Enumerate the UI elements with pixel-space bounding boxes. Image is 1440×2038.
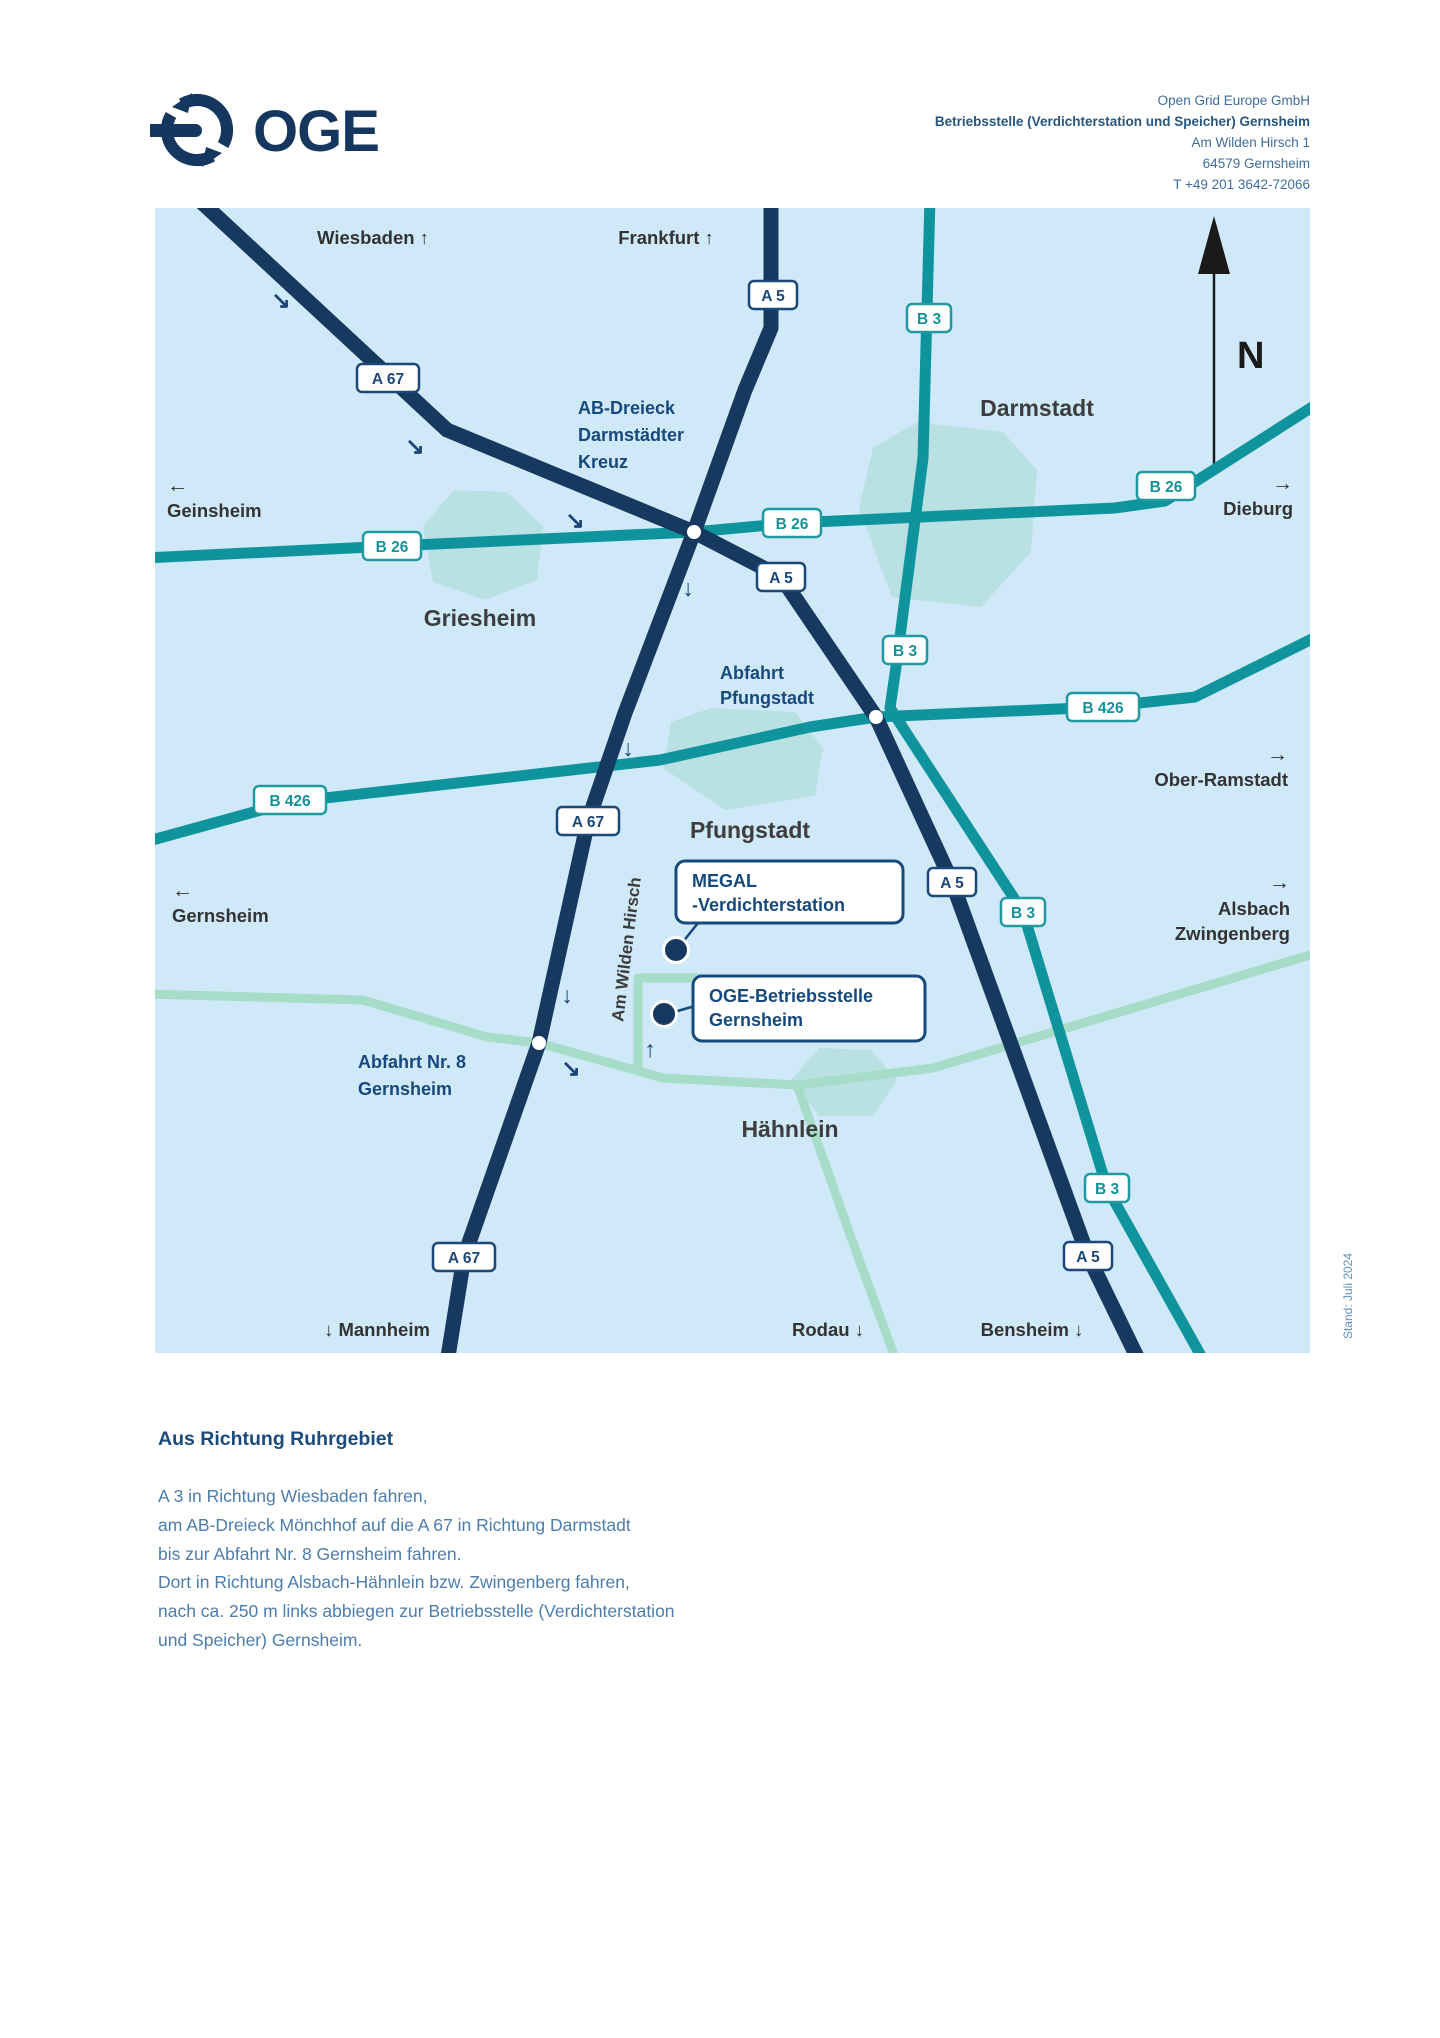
logo-arrowhead-icon [202, 147, 222, 167]
b426-badge [254, 786, 326, 814]
logo-wordmark: OGE [253, 99, 379, 164]
junction-dot [687, 525, 701, 539]
oge-logo-icon [150, 83, 390, 178]
a5-badge [928, 868, 976, 896]
directions-title: Aus Richtung Ruhrgebiet [158, 1428, 394, 1450]
svg-text:A 67: A 67 [371, 371, 405, 388]
direction-mannheim: ↓ Mannheim [324, 1319, 430, 1340]
street-address: Am Wilden Hirsch 1 [1191, 135, 1310, 150]
svg-text:B 3: B 3 [916, 311, 942, 328]
route-arrow-icon: ↓ [682, 575, 694, 601]
svg-text:A 5: A 5 [1076, 1249, 1100, 1266]
b26-badge [763, 509, 821, 537]
svg-text:B 26: B 26 [1149, 479, 1183, 496]
oge-site-marker [652, 1002, 677, 1027]
directions-line: am AB-Dreieck Mönchhof auf die A 67 in Richtung Darmstadt [158, 1514, 631, 1535]
megal-label: -Verdichterstation [692, 895, 846, 915]
svg-text:B 26: B 26 [775, 516, 809, 533]
abfahrt-pfungstadt-label: Pfungstadt [720, 688, 814, 708]
directions-line: Dort in Richtung Alsbach-Hähnlein bzw. Zwingenberg fahren, [158, 1572, 630, 1593]
city-address: 64579 Gernsheim [1202, 156, 1310, 171]
abfahrt-nr8-label: Abfahrt Nr. 8 [358, 1052, 467, 1072]
arrow-left-icon: ← [172, 879, 193, 902]
company-name: Open Grid Europe GmbH [1157, 93, 1310, 108]
directions-line: und Speicher) Gernsheim. [158, 1629, 363, 1650]
a67-badge [433, 1243, 495, 1271]
directions-text [158, 1482, 798, 1655]
b3-badge [907, 304, 951, 332]
direction-bensheim: Bensheim ↓ [980, 1319, 1084, 1340]
street-label-am-wilden-hirsch: Am Wilden Hirsch [608, 876, 645, 1023]
b26-badge [1137, 472, 1195, 500]
site-name: Betriebsstelle (Verdichterstation und Speicher) Gernsheim [934, 114, 1310, 129]
svg-text:B 3: B 3 [1094, 1181, 1120, 1198]
svg-text:B 3: B 3 [1010, 905, 1036, 922]
a67-badge [357, 364, 419, 392]
a5-badge [1064, 1242, 1112, 1270]
route-arrow-icon: ↘ [271, 287, 291, 313]
directions-line: A 3 in Richtung Wiesbaden fahren, [158, 1486, 428, 1506]
direction-gernsheim: Gernsheim [172, 905, 269, 926]
city-label-darmstadt: Darmstadt [980, 395, 1094, 421]
svg-text:A 5: A 5 [940, 875, 964, 892]
arrow-right-icon: → [1269, 871, 1290, 894]
city-label-haehnlein: Hähnlein [741, 1116, 839, 1142]
b426-badge [1067, 693, 1139, 721]
direction-alsbach: Alsbach [1218, 898, 1290, 919]
a5-badge [757, 563, 805, 591]
directions-map [155, 208, 1310, 1353]
svg-text:B 426: B 426 [269, 793, 311, 810]
address-block [935, 90, 1310, 195]
route-arrow-icon: ↓ [561, 982, 573, 1008]
directions-line: nach ca. 250 m links abbiegen zur Betriebsstelle (Verdichterstation [158, 1601, 675, 1622]
svg-text:A 5: A 5 [761, 288, 785, 305]
ab-dreieck-label: Kreuz [578, 452, 629, 472]
megal-site-marker [664, 938, 689, 963]
logo-bar-icon [150, 124, 202, 137]
compass-north-label: N [1237, 335, 1265, 377]
direction-dieburg: Dieburg [1223, 498, 1293, 519]
abfahrt-pfungstadt-label: Abfahrt [720, 663, 784, 683]
oge-site-label: Gernsheim [709, 1010, 804, 1030]
junction-dot [532, 1036, 546, 1050]
svg-text:A 5: A 5 [769, 570, 793, 587]
arrow-right-icon: → [1267, 743, 1288, 766]
route-arrow-icon: ↘ [405, 433, 425, 459]
a5-badge [749, 281, 797, 309]
oge-site-label: OGE-Betriebsstelle [709, 986, 874, 1006]
svg-text:B 26: B 26 [375, 539, 409, 556]
b3-badge [883, 636, 927, 664]
route-arrow-icon: ↓ [622, 735, 634, 761]
route-arrow-icon: ↘ [561, 1055, 581, 1081]
megal-label: MEGAL [692, 871, 757, 891]
junction-dot [869, 710, 883, 724]
svg-text:B 426: B 426 [1082, 700, 1124, 717]
direction-zwingenberg: Zwingenberg [1174, 923, 1290, 944]
abfahrt-nr8-label: Gernsheim [358, 1079, 453, 1099]
svg-text:A 67: A 67 [447, 1250, 481, 1267]
b3-badge [1085, 1174, 1129, 1202]
phone-number: T +49 201 3642-72066 [1173, 177, 1310, 192]
route-arrow-icon: ↘ [565, 507, 585, 533]
arrow-right-icon: → [1272, 472, 1293, 495]
ab-dreieck-label: Darmstädter [578, 425, 685, 445]
svg-text:A 67: A 67 [571, 814, 605, 831]
b26-badge [363, 532, 421, 560]
direction-ober-ramstadt: Ober-Ramstadt [1154, 769, 1288, 790]
oge-callout [667, 976, 925, 1041]
a67-badge [557, 807, 619, 835]
directions-line: bis zur Abfahrt Nr. 8 Gernsheim fahren. [158, 1543, 462, 1564]
city-label-pfungstadt: Pfungstadt [689, 817, 811, 843]
direction-geinsheim: Geinsheim [167, 500, 262, 521]
city-label-griesheim: Griesheim [423, 605, 537, 631]
route-arrow-icon: ↑ [644, 1036, 656, 1062]
svg-text:B 3: B 3 [892, 643, 918, 660]
ab-dreieck-label: AB-Dreieck [578, 398, 676, 418]
version-note: Stand: Juli 2024 [1341, 1252, 1355, 1340]
direction-rodau: Rodau ↓ [792, 1319, 864, 1340]
direction-frankfurt: Frankfurt ↑ [618, 227, 714, 248]
b3-badge [1001, 898, 1045, 926]
logo-arrowhead-icon [172, 93, 192, 113]
direction-wiesbaden: Wiesbaden ↑ [317, 227, 429, 248]
arrow-left-icon: ← [167, 474, 188, 497]
